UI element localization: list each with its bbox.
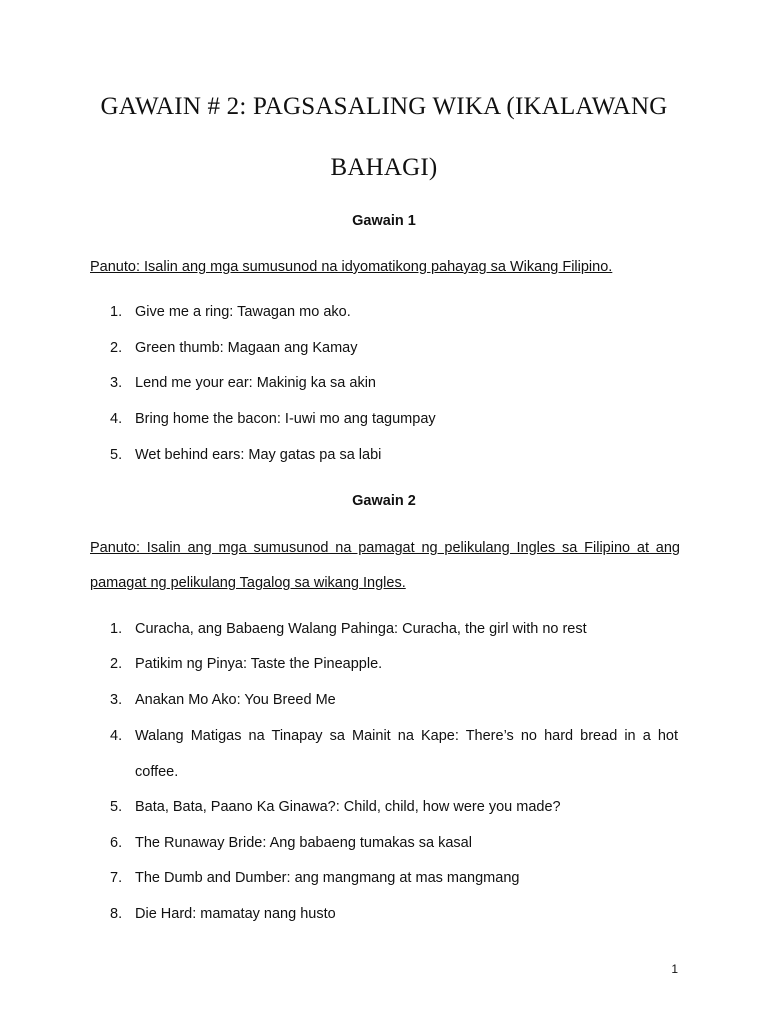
list-item-text: Bata, Bata, Paano Ka Ginawa?: Child, child, how were you made? bbox=[135, 799, 561, 815]
list-item-text: The Dumb and Dumber: ang mangmang at mas mangmang bbox=[135, 870, 520, 886]
instruction-gawain-2-line-1: Panuto: Isalin ang mga sumusunod na pamagat ng pelikulang Ingles sa Filipino at ang bbox=[90, 540, 680, 556]
list-item-number: 2. bbox=[110, 656, 123, 672]
list-item-number: 5. bbox=[110, 799, 123, 815]
list-item-text: Lend me your ear: Makinig ka sa akin bbox=[135, 375, 376, 391]
instruction-gawain-2-line-2: pamagat ng pelikulang Tagalog sa wikang Ingles. bbox=[90, 575, 406, 591]
list-item-number: 8. bbox=[110, 906, 123, 922]
list-item bbox=[110, 304, 680, 320]
instruction-gawain-1: Panuto: Isalin ang mga sumusunod na idyomatikong pahayag sa Wikang Filipino. bbox=[90, 259, 613, 275]
list-item-text: The Runaway Bride: Ang babaeng tumakas sa kasal bbox=[135, 835, 472, 851]
list-item-text: Patikim ng Pinya: Taste the Pineapple. bbox=[135, 656, 383, 672]
list-item bbox=[110, 411, 680, 427]
list-item-text: Wet behind ears: May gatas pa sa labi bbox=[135, 447, 382, 463]
section-heading-gawain-1: Gawain 1 bbox=[352, 213, 416, 229]
list-item-number: 3. bbox=[110, 375, 123, 391]
list-item-number: 1. bbox=[110, 304, 123, 320]
list-item bbox=[110, 656, 680, 672]
list-item-text: Curacha, ang Babaeng Walang Pahinga: Curacha, the girl with no rest bbox=[135, 621, 587, 637]
section-heading-gawain-2: Gawain 2 bbox=[352, 493, 416, 509]
list-item-number: 4. bbox=[110, 728, 123, 744]
document-title-line-2: BAHAGI) bbox=[330, 154, 438, 181]
list-item-continuation: coffee. bbox=[135, 764, 179, 780]
list-item bbox=[110, 375, 680, 391]
list-item bbox=[110, 906, 680, 922]
list-item bbox=[110, 835, 680, 851]
list-item bbox=[110, 799, 680, 815]
page-number: 1 bbox=[671, 962, 678, 976]
list-item-number: 1. bbox=[110, 621, 123, 637]
list-item-number: 6. bbox=[110, 835, 123, 851]
list-item-text: Green thumb: Magaan ang Kamay bbox=[135, 340, 358, 356]
list-item-number: 5. bbox=[110, 447, 123, 463]
list-item bbox=[110, 447, 680, 463]
list-item-text: Die Hard: mamatay nang husto bbox=[135, 906, 336, 922]
list-item bbox=[110, 692, 680, 708]
list-item bbox=[110, 621, 680, 637]
list-item bbox=[110, 340, 680, 356]
list-item-text: Bring home the bacon: I-uwi mo ang tagumpay bbox=[135, 411, 436, 427]
list-item-number: 2. bbox=[110, 340, 123, 356]
list-item-number: 7. bbox=[110, 870, 123, 886]
list-item bbox=[110, 728, 680, 744]
list-item-text: Walang Matigas na Tinapay sa Mainit na Kape: There’s no hard bread in a hot bbox=[135, 728, 678, 744]
list-item-text: Anakan Mo Ako: You Breed Me bbox=[135, 692, 336, 708]
list-item bbox=[110, 870, 680, 886]
document-title-line-1: GAWAIN # 2: PAGSASALING WIKA (IKALAWANG bbox=[100, 93, 668, 120]
list-item-text: Give me a ring: Tawagan mo ako. bbox=[135, 304, 351, 320]
list-item-number: 4. bbox=[110, 411, 123, 427]
list-item-number: 3. bbox=[110, 692, 123, 708]
